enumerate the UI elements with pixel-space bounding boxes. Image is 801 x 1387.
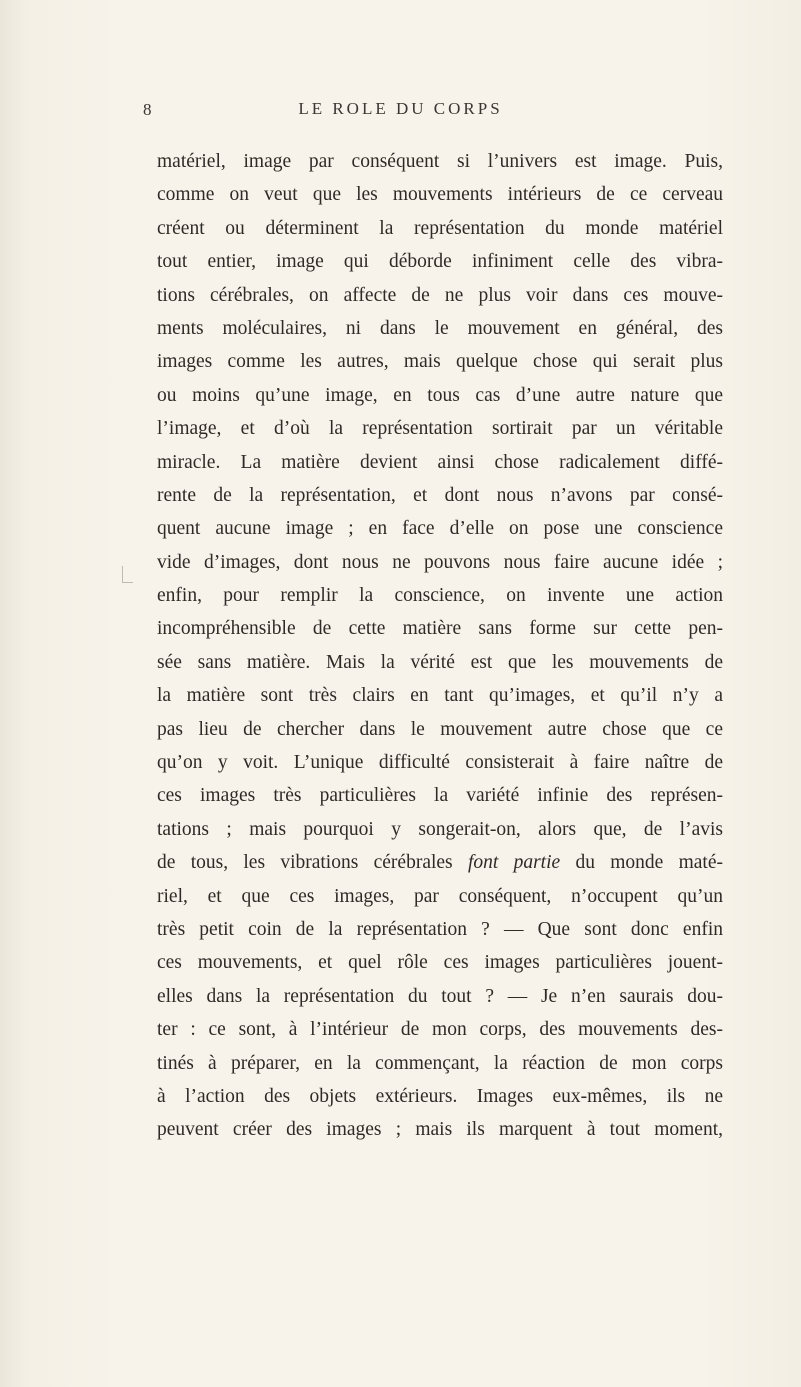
text-line: ces images très particulières la variété infinie des représen- <box>157 785 723 807</box>
margin-mark <box>122 566 133 583</box>
text-line: riel, et que ces images, par conséquent, n’occupent qu’un <box>157 885 723 907</box>
text-line: miracle. La matière devient ainsi chose radicalement diffé- <box>157 451 723 473</box>
text-line: tations ; mais pourquoi y songerait-on, alors que, de l’avis <box>157 818 723 840</box>
text-line: ments moléculaires, ni dans le mouvement en général, des <box>157 317 723 339</box>
text-line: tout entier, image qui déborde infiniment celle des vibra- <box>157 251 723 273</box>
text-line: sée sans matière. Mais la vérité est que les mouvements de <box>157 651 723 673</box>
text-line: pas lieu de chercher dans le mouvement autre chose que ce <box>157 718 723 740</box>
text-line: images comme les autres, mais quelque chose qui serait plus <box>157 351 723 373</box>
text-line: ces mouvements, et quel rôle ces images particulières jouent- <box>157 952 723 974</box>
page-number: 8 <box>143 100 152 119</box>
text-line: qu’on y voit. L’unique difficulté consisterait à faire naître de <box>157 752 723 774</box>
italic-text: font partie <box>467 852 561 874</box>
text-line: matériel, image par conséquent si l’univers est image. Puis, <box>157 151 723 172</box>
text-line: à l’action des objets extérieurs. Images eux-mêmes, ils ne <box>157 1085 723 1107</box>
text-line: quent aucune image ; en face d’elle on pose une conscience <box>157 518 723 540</box>
text-segment: de tous, les vibrations cérébrales <box>157 852 453 874</box>
text-line: ou moins qu’une image, en tous cas d’une autre nature que <box>157 384 723 406</box>
text-line: peuvent créer des images ; mais ils marquent à tout moment, <box>157 1119 723 1141</box>
text-line: la matière sont très clairs en tant qu’images, et qu’il n’y a <box>157 685 723 707</box>
text-line: tinés à préparer, en la commençant, la réaction de mon corps <box>157 1052 723 1074</box>
text-line: comme on veut que les mouvements intérieurs de ce cerveau <box>157 184 723 206</box>
text-line: créent ou déterminent la représentation du monde matériel <box>157 217 723 239</box>
text-line: incompréhensible de cette matière sans forme sur cette pen- <box>157 618 723 640</box>
page-header <box>0 90 801 130</box>
text-line: tions cérébrales, on affecte de ne plus voir dans ces mouve- <box>157 284 723 306</box>
text-line: vide d’images, dont nous ne pouvons nous faire aucune idée ; <box>157 551 723 573</box>
text-line: elles dans la représentation du tout ? — Je n’en saurais dou- <box>157 985 723 1007</box>
text-line <box>157 846 723 879</box>
text-line: très petit coin de la représentation ? — Que sont donc enfin <box>157 918 723 940</box>
text-line: ter : ce sont, à l’intérieur de mon corps, des mouvements des- <box>157 1019 723 1041</box>
text-line: l’image, et d’où la représentation sortirait par un véritable <box>157 418 723 440</box>
text-segment: du monde maté- <box>575 852 724 874</box>
running-head: LE ROLE DU CORPS <box>298 99 503 118</box>
body-text <box>157 145 723 1147</box>
text-line: enfin, pour remplir la conscience, on invente une action <box>157 585 723 607</box>
text-line: rente de la représentation, et dont nous n’avons par consé- <box>157 484 723 506</box>
